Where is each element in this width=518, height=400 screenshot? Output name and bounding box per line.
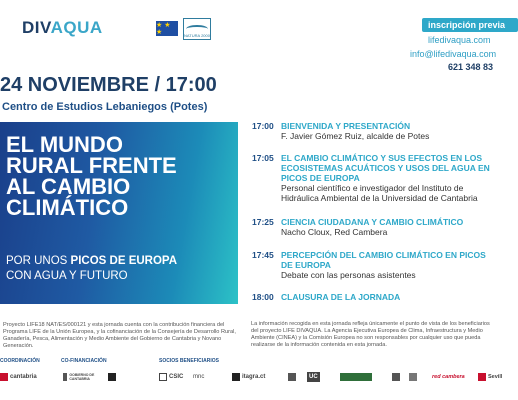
sponsor-name: red cambera <box>432 374 465 380</box>
agenda-item <box>252 121 492 141</box>
logo-text-div: DIV <box>22 18 51 37</box>
agenda-title: BIENVENIDA Y PRESENTACIÓN <box>281 121 411 131</box>
sponsor-logo <box>0 372 37 382</box>
beneficiaries-label: SOCIOS BENEFICIARIOS <box>159 358 220 364</box>
coordination-label: COORDINACIÓN <box>0 358 40 364</box>
agenda-desc: Personal científico e investigador del Instituto de Hidráulica Ambiental de la Universidad de Cantabria <box>281 183 478 203</box>
sponsor-logo <box>63 372 95 382</box>
hero-title-line: RURAL FRENTE <box>6 153 177 178</box>
agenda-time: 17:00 <box>252 121 274 131</box>
sponsor-name: mnc <box>193 374 205 380</box>
hero-subtitle-line2: CON AGUA Y FUTURO <box>6 270 128 282</box>
agenda-desc: Debate con las personas asistentes <box>281 270 416 280</box>
inscription-badge[interactable]: inscripción previa <box>422 18 518 32</box>
sponsor-logo <box>432 372 465 382</box>
hero-subtitle <box>6 254 177 284</box>
agenda-time: 17:25 <box>252 217 274 227</box>
hero-title-line: AL CAMBIO <box>6 174 131 199</box>
eu-flag-icon: ★ ★ ★ <box>156 21 178 36</box>
agenda-title: PERCEPCIÓN DEL CAMBIO CLIMÁTICO EN PICOS DE EUROPA <box>281 250 486 270</box>
agenda-time: 17:05 <box>252 153 274 163</box>
agenda-item <box>252 250 492 280</box>
sponsor-logo <box>340 372 374 382</box>
agenda-item <box>252 217 492 237</box>
logo-text-aqua: AQUA <box>50 18 103 37</box>
hero-title-line: CLIMÁTICO <box>6 195 129 220</box>
sponsor-logo <box>193 372 204 382</box>
sponsor-logo <box>159 372 183 382</box>
sponsor-name: Sevill <box>488 374 503 380</box>
agenda-desc: Nacho Cloux, Red Cambera <box>281 227 388 237</box>
hero-subtitle-bold: PICOS DE EUROPA <box>70 255 178 267</box>
agenda-item <box>252 292 492 302</box>
sponsor-logo <box>232 372 265 382</box>
responsibility-disclaimer: La información recogida en esta jornada refleja únicamente el punto de vista de los beneficiarios del proyecto LIFE DIVAQUA. La Agencia Ejecutiva Europea de Clima, Infraestructura y Medio Ambiente (CINEA) y la Comisión Europea no son responsables por cualquier uso que pueda realizarse de la información contenida en esta jornada. <box>251 321 490 348</box>
divaqua-logo <box>22 18 103 38</box>
sponsor-name: UC <box>309 374 318 380</box>
sponsor-logo <box>288 372 298 382</box>
sponsor-name: itagra.ct <box>242 374 266 380</box>
agenda-title: EL CAMBIO CLIMÁTICO Y SUS EFECTOS EN LOS ECOSISTEMAS ACUÁTICOS Y USOS DEL AGUA EN PICOS DE EUROPA <box>281 153 490 183</box>
hero-subtitle-prefix: POR UNOS <box>6 255 71 267</box>
sponsor-logo <box>108 372 118 382</box>
sponsor-name: GOBIERNO DE CANTABRIA <box>69 373 95 381</box>
sponsor-logo <box>392 372 402 382</box>
hero-title <box>6 134 238 218</box>
agenda-time: 17:45 <box>252 250 274 260</box>
event-venue: Centro de Estudios Lebaniegos (Potes) <box>2 101 208 113</box>
phone-number: 621 348 83 <box>448 62 494 72</box>
agenda-item <box>252 153 492 203</box>
agenda-title: CIENCIA CIUDADANA Y CAMBIO CLIMÁTICO <box>281 217 464 227</box>
agenda-title: CLAUSURA DE LA JORNADA <box>281 292 401 302</box>
agenda-desc: F. Javier Gómez Ruiz, alcalde de Potes <box>281 131 430 141</box>
cofinancing-label: CO-FINANCIACIÓN <box>61 358 107 364</box>
website-link[interactable]: lifedivaqua.com <box>428 35 491 45</box>
sponsor-logo <box>409 372 419 382</box>
sponsor-logo <box>307 372 320 382</box>
natura-2000-logo <box>183 18 211 40</box>
funding-disclaimer: Proyecto LIFE18 NAT/ES/000121 y esta jornada cuenta con la contribución financiera del Programa LIFE de la Unión Europea, y la cofinanciación de la Consejería de Desarrollo Rural, Ganadería, Pesca, Alimentación y Medio Ambiente del Gobierno de Cantabria y Novano Generación. <box>3 322 236 349</box>
sponsor-logo <box>478 372 502 382</box>
sponsor-name: cantabria <box>10 374 37 380</box>
email-link[interactable]: info@lifedivaqua.com <box>410 49 497 59</box>
natura-logo-text: NATURA 2000 <box>184 33 210 38</box>
agenda-time: 18:00 <box>252 292 274 302</box>
event-date-time: 24 NOVIEMBRE / 17:00 <box>0 74 217 96</box>
sponsor-name: CSIC <box>169 374 184 380</box>
hero-title-line: EL MUNDO <box>6 132 123 157</box>
